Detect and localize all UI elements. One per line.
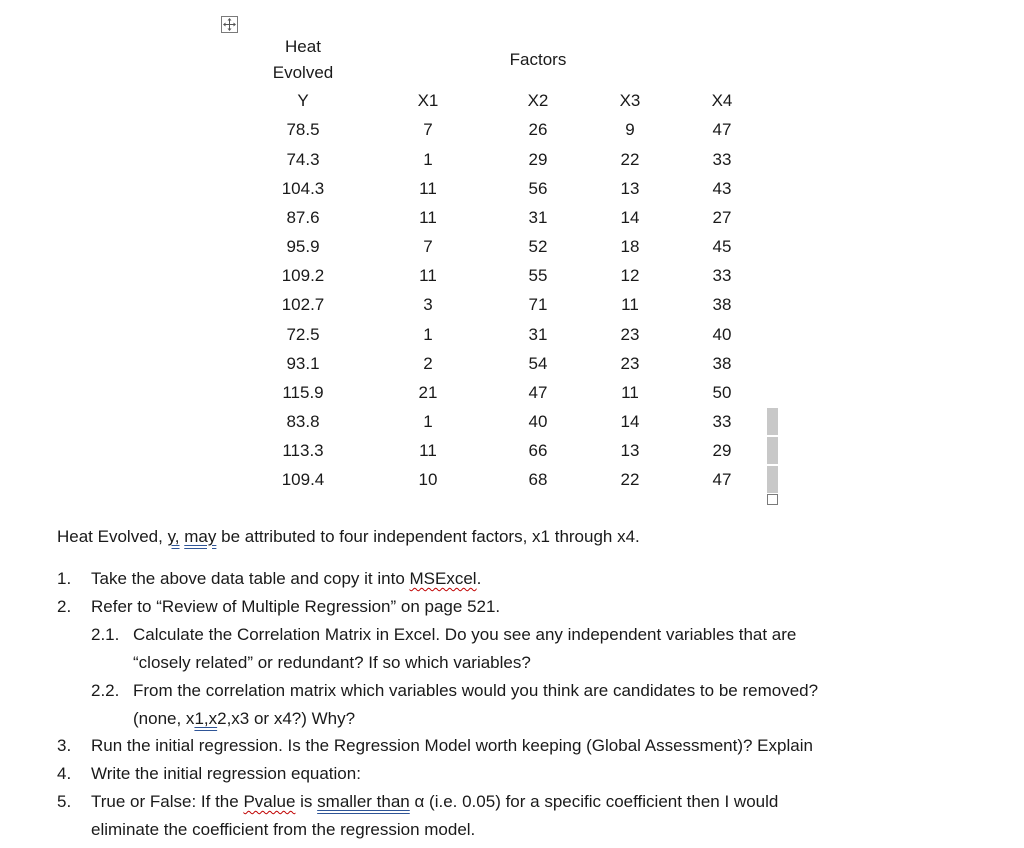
cell-x3: 23 [620,354,640,373]
grammar-flag: may [184,527,217,546]
list-number: 2. [57,597,72,616]
table-row [0,266,1024,286]
list-number: 2.1. [91,625,120,644]
cell-y: 113.3 [282,441,324,460]
cell-x1: 11 [419,208,437,227]
cell-y: 109.4 [281,470,325,489]
column-header-x2: X2 [527,91,549,110]
cell-x3: 23 [620,325,640,344]
cell-x1: 10 [418,470,438,489]
cell-x1: 21 [418,383,438,402]
column-header-x3: X3 [619,91,641,110]
cell-x2: 26 [528,120,548,139]
table-row [0,354,1024,374]
column-header-x4: X4 [711,91,733,110]
cell-x4: 33 [712,266,732,285]
grammar-flag: smaller than [317,792,410,811]
cell-x1: 11 [419,179,437,198]
cell-x4: 43 [712,179,732,198]
list-item-continuation: “closely related” or redundant? If so which variables? [133,653,531,672]
table-resize-handle-icon[interactable] [767,494,778,505]
cell-y: 74.3 [286,150,320,169]
cell-x3: 18 [620,237,640,256]
row-end-marker [767,408,778,435]
list-number: 5. [57,792,72,811]
list-item: True or False: If the Pvalue is smaller than α (i.e. 0.05) for a specific coefficient then I would [91,792,779,811]
cell-y: 78.5 [286,120,320,139]
cell-x2: 54 [528,354,548,373]
list-number: 4. [57,764,72,783]
cell-x2: 40 [528,412,548,431]
cell-x3: 22 [620,150,640,169]
cell-x4: 29 [712,441,732,460]
cell-x3: 12 [620,266,640,285]
cell-x4: 47 [712,470,732,489]
cell-x1: 1 [423,325,433,344]
list-item: Write the initial regression equation: [91,764,361,783]
cell-x2: 47 [528,383,548,402]
cell-y: 83.8 [286,412,320,431]
cell-x2: 68 [528,470,548,489]
cell-x2: 66 [528,441,548,460]
list-item-continuation: (none, x1,x2,x3 or x4?) Why? [133,709,356,728]
cell-y: 87.6 [286,208,320,227]
list-number: 1. [57,569,72,588]
cell-x1: 7 [423,237,433,256]
cell-x2: 31 [528,208,548,227]
spelling-flag: Pvalue [243,792,296,811]
cell-x3: 11 [621,295,639,314]
intro-paragraph: Heat Evolved, y, may be attributed to four independent factors, x1 through x4. [57,527,640,546]
header-heat: Heat [285,37,321,56]
cell-x4: 38 [712,354,732,373]
table-row [0,208,1024,228]
table-row [0,412,1024,432]
table-row [0,179,1024,199]
cell-x1: 11 [419,266,437,285]
cell-x3: 13 [620,441,640,460]
cell-x4: 40 [712,325,732,344]
table-row [0,237,1024,257]
cell-y: 95.9 [286,237,320,256]
cell-x3: 14 [620,412,640,431]
cell-x3: 14 [620,208,640,227]
row-end-marker [767,437,778,464]
cell-x3: 13 [620,179,640,198]
cell-x4: 38 [712,295,732,314]
cell-x4: 33 [712,150,732,169]
cell-x4: 50 [712,383,732,402]
list-item: Calculate the Correlation Matrix in Excel. Do you see any independent variables that are [133,625,797,644]
table-row [0,383,1024,403]
cell-x2: 52 [528,237,548,256]
column-header-y: Y [297,91,309,110]
cell-y: 115.9 [282,383,324,402]
table-row [0,325,1024,345]
cell-x2: 56 [528,179,548,198]
column-header-x1: X1 [417,91,439,110]
list-number: 2.2. [91,681,120,700]
row-end-marker [767,466,778,493]
cell-x3: 22 [620,470,640,489]
cell-x4: 27 [712,208,732,227]
cell-x4: 45 [712,237,732,256]
cell-x2: 71 [528,295,548,314]
table-row [0,470,1024,490]
table-row [0,120,1024,140]
header-factors: Factors [509,50,567,69]
cell-x1: 7 [423,120,433,139]
cell-x3: 9 [625,120,635,139]
list-item: Take the above data table and copy it into MSExcel. [91,569,482,588]
table-move-handle-icon[interactable] [221,16,238,33]
list-item: From the correlation matrix which variables would you think are candidates to be removed? [133,681,819,700]
list-item: Refer to “Review of Multiple Regression” on page 521. [91,597,501,616]
cell-x1: 2 [423,354,433,373]
header-evolved: Evolved [272,63,334,82]
cell-y: 93.1 [286,354,320,373]
grammar-flag: 1,x [194,709,218,728]
list-item-continuation: eliminate the coefficient from the regression model. [91,820,476,839]
list-number: 3. [57,736,72,755]
cell-y: 102.7 [281,295,325,314]
table-row [0,295,1024,315]
cell-y: 72.5 [286,325,320,344]
cell-x1: 1 [423,412,433,431]
cell-x2: 55 [528,266,548,285]
cell-y: 109.2 [281,266,325,285]
spelling-flag: MSExcel [409,569,477,588]
grammar-flag: y, [167,527,180,546]
cell-x1: 1 [423,150,433,169]
cell-x3: 11 [621,383,639,402]
table-row [0,441,1024,461]
list-item: Run the initial regression. Is the Regression Model worth keeping (Global Assessment)? Explain [91,736,813,755]
table-row [0,150,1024,170]
cell-x2: 29 [528,150,548,169]
cell-x4: 47 [712,120,732,139]
cell-x2: 31 [528,325,548,344]
cell-x1: 11 [419,441,437,460]
cell-y: 104.3 [281,179,325,198]
cell-x1: 3 [423,295,433,314]
cell-x4: 33 [712,412,732,431]
